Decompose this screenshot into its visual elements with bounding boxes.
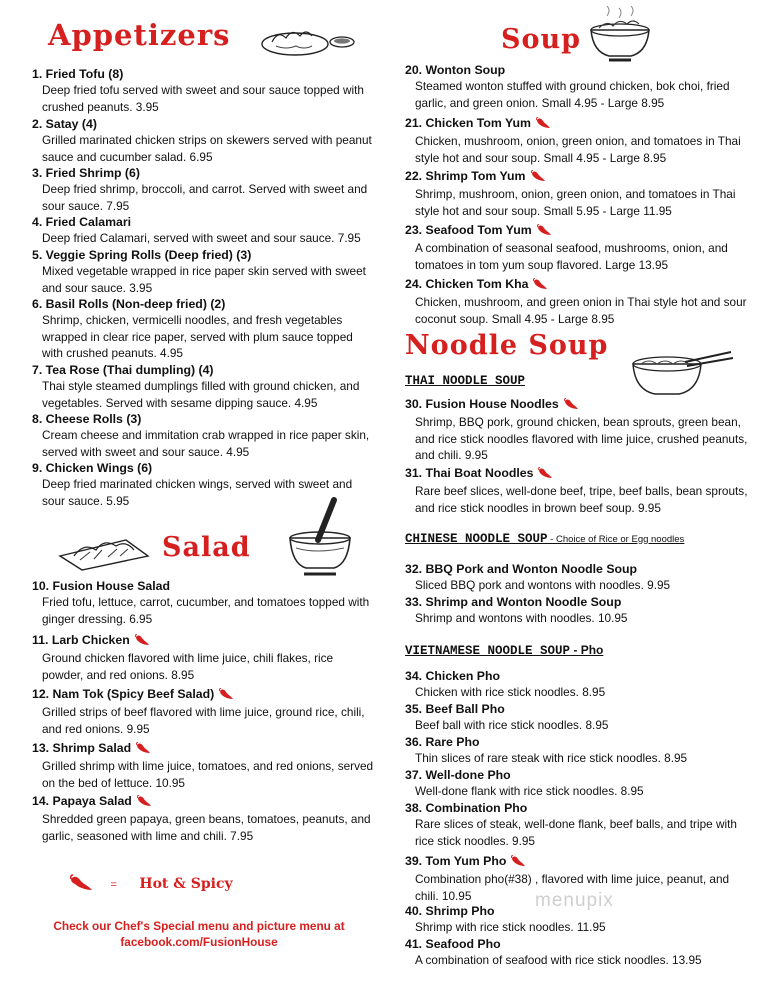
menu-item-title: 38. Combination Pho bbox=[405, 801, 528, 815]
menu-item-name bbox=[32, 411, 377, 427]
menu-item-title: 7. Tea Rose (Thai dumpling) (4) bbox=[32, 363, 214, 377]
chili-pepper-icon bbox=[563, 398, 579, 414]
menu-item-title: 4. Fried Calamari bbox=[32, 215, 132, 229]
menu-item-title: 8. Cheese Rolls (3) bbox=[32, 412, 142, 426]
menu-item-name bbox=[405, 668, 750, 684]
vietnamese-noodle-soup-heading bbox=[405, 643, 603, 658]
chili-pepper-icon bbox=[68, 874, 94, 897]
menu-item-description: Chicken, mushroom, onion, green onion, and tomatoes in Thai style hot and sour soup. Small 4.95 - Large 8.95 bbox=[415, 134, 741, 165]
vietnamese-noodle-soup-title: VIETNAMESE NOODLE SOUP bbox=[405, 644, 571, 658]
footer-link[interactable]: facebook.com/FusionHouse bbox=[120, 935, 278, 949]
menu-item-name bbox=[32, 740, 377, 758]
menu-item-title: 37. Well-done Pho bbox=[405, 768, 511, 782]
menu-item-name bbox=[405, 800, 750, 816]
menu-item-name bbox=[405, 465, 750, 483]
menu-item-name bbox=[32, 214, 377, 230]
chili-pepper-icon bbox=[218, 688, 234, 704]
menu-item bbox=[32, 740, 377, 791]
menu-item-name bbox=[405, 734, 750, 750]
menu-item bbox=[32, 578, 377, 627]
menu-item bbox=[405, 594, 750, 627]
menu-item-title: 20. Wonton Soup bbox=[405, 63, 506, 77]
menu-item-description: Beef ball with rice stick noodles. 8.95 bbox=[415, 718, 609, 732]
chinese-noodle-soup-title: CHINESE NOODLE SOUP bbox=[405, 532, 548, 546]
menu-item-title: 30. Fusion House Noodles bbox=[405, 397, 559, 411]
menu-item-name bbox=[32, 296, 377, 312]
chili-pepper-icon bbox=[535, 117, 551, 133]
menu-item-title: 23. Seafood Tom Yum bbox=[405, 223, 532, 237]
menu-item-name bbox=[32, 632, 377, 650]
menu-item-name bbox=[405, 936, 750, 952]
menu-item-title: 40. Shrimp Pho bbox=[405, 904, 495, 918]
menu-item bbox=[405, 668, 750, 701]
menu-item-description: Thin slices of rare steak with rice stick noodles. 8.95 bbox=[415, 751, 688, 765]
mortar-pestle-illustration bbox=[282, 496, 358, 585]
menu-item bbox=[32, 214, 377, 247]
menu-item-name bbox=[405, 115, 750, 133]
soup-heading: Soup bbox=[501, 24, 582, 55]
menu-item-name bbox=[405, 396, 750, 414]
menu-item-description: Chicken, mushroom, and green onion in Thai style hot and sour coconut soup. Small 4.95 - Large 8.95 bbox=[415, 295, 747, 326]
menu-item bbox=[405, 168, 750, 219]
menu-item-name bbox=[32, 793, 377, 811]
menu-item bbox=[32, 296, 377, 362]
legend-label: Hot & Spicy bbox=[139, 876, 233, 892]
menu-item-name bbox=[32, 686, 377, 704]
menu-item-title: 41. Seafood Pho bbox=[405, 937, 501, 951]
chili-pepper-icon bbox=[530, 170, 546, 186]
menu-item-description: Deep fried marinated chicken wings, served with sweet and sour sauce. 5.95 bbox=[42, 477, 353, 508]
menu-item bbox=[32, 411, 377, 460]
menu-item-description: Grilled strips of beef flavored with lime juice, ground rice, chili, and red onions. 9.95 bbox=[42, 705, 365, 736]
menu-item-title: 31. Thai Boat Noodles bbox=[405, 466, 534, 480]
menu-item bbox=[32, 362, 377, 411]
menu-item bbox=[405, 115, 750, 166]
menu-item-title: 13. Shrimp Salad bbox=[32, 741, 132, 755]
menu-item bbox=[405, 701, 750, 734]
menu-item-title: 24. Chicken Tom Kha bbox=[405, 277, 529, 291]
menu-item bbox=[32, 686, 377, 737]
menu-item-description: Ground chicken flavored with lime juice, chili flakes, rice powder, and red onions. 8.95 bbox=[42, 651, 334, 682]
salad-heading: Salad bbox=[162, 532, 251, 563]
menu-item bbox=[405, 222, 750, 273]
menu-item-description: Fried tofu, lettuce, carrot, cucumber, and tomatoes topped with ginger dressing. 6.95 bbox=[42, 595, 370, 626]
menu-item-description: Shrimp, chicken, vermicelli noodles, and fresh vegetables wrapped in clear rice paper, served with plum sauce topped with crushed peanuts. 4.95 bbox=[42, 313, 353, 360]
menu-item-title: 9. Chicken Wings (6) bbox=[32, 461, 153, 475]
menu-item bbox=[405, 561, 750, 594]
chinese-noodle-note: - Choice of Rice or Egg noodles bbox=[547, 534, 685, 545]
menu-item-description: Grilled marinated chicken strips on skewers served with peanut sauce and cucumber salad. 6.95 bbox=[42, 133, 372, 164]
chili-pepper-icon bbox=[136, 795, 152, 811]
menu-item bbox=[32, 632, 377, 683]
menu-item-name bbox=[405, 767, 750, 783]
menu-item-name bbox=[405, 168, 750, 186]
menu-item-title: 32. BBQ Pork and Wonton Noodle Soup bbox=[405, 562, 638, 576]
footer-note bbox=[30, 918, 368, 950]
menu-item-title: 2. Satay (4) bbox=[32, 117, 97, 131]
chili-pepper-icon bbox=[536, 224, 552, 240]
menu-item-title: 21. Chicken Tom Yum bbox=[405, 116, 531, 130]
menu-item-title: 11. Larb Chicken bbox=[32, 633, 130, 647]
menu-item-description: Rare beef slices, well-done beef, tripe, beef balls, bean sprouts, and rice stick noodles in brown beef soup. 9.95 bbox=[415, 484, 748, 515]
menu-item-description: Shrimp, BBQ pork, ground chicken, bean sprouts, green bean, and rice stick noodles flavored with lime juice, crushed peanuts, and chili. 9.95 bbox=[415, 415, 748, 462]
menu-item-description: Deep fried tofu served with sweet and sour sauce topped with crushed peanuts. 3.95 bbox=[42, 83, 364, 114]
menu-item-description: A combination of seafood with rice stick noodles. 13.95 bbox=[415, 953, 702, 967]
menu-item bbox=[405, 465, 750, 516]
menu-item-description: Shrimp and wontons with noodles. 10.95 bbox=[415, 611, 628, 625]
chili-pepper-icon bbox=[134, 634, 150, 650]
menu-item-description: Shredded green papaya, green beans, tomatoes, peanuts, and garlic, seasoned with lime and chili. 7.95 bbox=[42, 812, 371, 843]
chinese-noodle-soup-heading bbox=[405, 532, 684, 546]
menu-item-description: Well-done flank with rice stick noodles. 8.95 bbox=[415, 784, 644, 798]
salad-plate-illustration bbox=[56, 526, 152, 577]
menu-item bbox=[32, 116, 377, 165]
menu-item-description: Thai style steamed dumplings filled with ground chicken, and vegetables. Served with sesame dipping sauce. 4.95 bbox=[42, 379, 360, 410]
menu-item-name bbox=[405, 62, 750, 78]
menu-item-title: 12. Nam Tok (Spicy Beef Salad) bbox=[32, 687, 215, 701]
menu-item-title: 5. Veggie Spring Rolls (Deep fried) (3) bbox=[32, 248, 252, 262]
chili-pepper-icon bbox=[135, 742, 151, 758]
menu-item-description: Combination pho(#38) , flavored with lime juice, peanut, and chili. 10.95 bbox=[415, 872, 730, 903]
menu-item-description: Chicken with rice stick noodles. 8.95 bbox=[415, 685, 606, 699]
menu-item-title: 33. Shrimp and Wonton Noodle Soup bbox=[405, 595, 622, 609]
menu-item-description: Rare slices of steak, well-done flank, beef balls, and tripe with rice stick noodles. 9.95 bbox=[415, 817, 737, 848]
menupix-watermark: menupix bbox=[535, 890, 614, 911]
menu-item-title: 14. Papaya Salad bbox=[32, 794, 132, 808]
menu-item-title: 10. Fusion House Salad bbox=[32, 579, 171, 593]
menu-item-title: 34. Chicken Pho bbox=[405, 669, 500, 683]
menu-item bbox=[405, 734, 750, 767]
menu-item-title: 39. Tom Yum Pho bbox=[405, 854, 507, 868]
menu-item-description: Mixed vegetable wrapped in rice paper skin served with sweet and sour sauce. 3.95 bbox=[42, 264, 366, 295]
menu-item-name bbox=[32, 66, 377, 82]
menu-item-name bbox=[405, 561, 750, 577]
menu-item-description: Shrimp with rice stick noodles. 11.95 bbox=[415, 920, 606, 934]
thai-noodle-soup-title: THAI NOODLE SOUP bbox=[405, 374, 526, 388]
footer-line-1: Check our Chef's Special menu and picture menu at bbox=[53, 919, 345, 933]
menu-item-description: Grilled shrimp with lime juice, tomatoes, and red onions, served on the bed of lettuce. 10.95 bbox=[42, 759, 374, 790]
menu-item bbox=[32, 66, 377, 115]
legend-equals: = bbox=[110, 879, 117, 891]
menu-item-title: 3. Fried Shrimp (6) bbox=[32, 166, 140, 180]
chili-pepper-icon bbox=[510, 855, 526, 871]
menu-item-title: 1. Fried Tofu (8) bbox=[32, 67, 124, 81]
menu-item bbox=[405, 936, 750, 969]
menu-item-description: Sliced BBQ pork and wontons with noodles. 9.95 bbox=[415, 578, 671, 592]
menu-item-description: A combination of seasonal seafood, mushrooms, onion, and tomatoes in tom yum soup flavored. Large 13.95 bbox=[415, 241, 728, 272]
noodle-soup-heading: Noodle Soup bbox=[405, 330, 609, 361]
menu-item bbox=[32, 793, 377, 844]
menu-item-name bbox=[32, 362, 377, 378]
menu-item-name bbox=[32, 165, 377, 181]
menu-item-name bbox=[405, 701, 750, 717]
chili-pepper-icon bbox=[537, 467, 553, 483]
menu-item-name bbox=[405, 276, 750, 294]
menu-item-name bbox=[405, 853, 750, 871]
menu-item-name bbox=[405, 594, 750, 610]
spicy-legend bbox=[68, 874, 233, 897]
menu-item-title: 6. Basil Rolls (Non-deep fried) (2) bbox=[32, 297, 226, 311]
menu-item-name bbox=[32, 578, 377, 594]
vietnamese-noodle-note: - Pho bbox=[570, 643, 604, 657]
menu-item-description: Steamed wonton stuffed with ground chicken, bok choi, fried garlic, and green onion. Small 4.95 - Large 8.95 bbox=[415, 79, 730, 110]
thai-noodle-soup-heading bbox=[405, 374, 525, 388]
menu-item-name bbox=[32, 460, 377, 476]
menu-item bbox=[32, 165, 377, 214]
menu-item-title: 36. Rare Pho bbox=[405, 735, 480, 749]
menu-item bbox=[405, 800, 750, 849]
menu-item-title: 35. Beef Ball Pho bbox=[405, 702, 505, 716]
soup-bowl-illustration bbox=[585, 6, 655, 67]
menu-item bbox=[405, 396, 750, 464]
menu-item bbox=[405, 62, 750, 111]
menu-item-title: 22. Shrimp Tom Yum bbox=[405, 169, 526, 183]
menu-item-description: Shrimp, mushroom, onion, green onion, and tomatoes in Thai style hot and sour soup. Small 5.95 - Large 11.95 bbox=[415, 187, 736, 218]
menu-item-description: Deep fried shrimp, broccoli, and carrot. Served with sweet and sour sauce. 7.95 bbox=[42, 182, 368, 213]
menu-item bbox=[405, 767, 750, 800]
appetizers-heading: Appetizers bbox=[48, 18, 231, 52]
menu-item-name bbox=[32, 247, 377, 263]
menu-item bbox=[405, 276, 750, 327]
menu-item-description: Cream cheese and immitation crab wrapped in rice paper skin, served with sweet and sour sauce. 4.95 bbox=[42, 428, 370, 459]
menu-item-name bbox=[405, 222, 750, 240]
chili-pepper-icon bbox=[532, 278, 548, 294]
menu-item bbox=[32, 247, 377, 296]
menu-item-name bbox=[32, 116, 377, 132]
appetizer-plate-illustration bbox=[260, 20, 360, 65]
menu-item-description: Deep fried Calamari, served with sweet and sour sauce. 7.95 bbox=[42, 231, 361, 245]
